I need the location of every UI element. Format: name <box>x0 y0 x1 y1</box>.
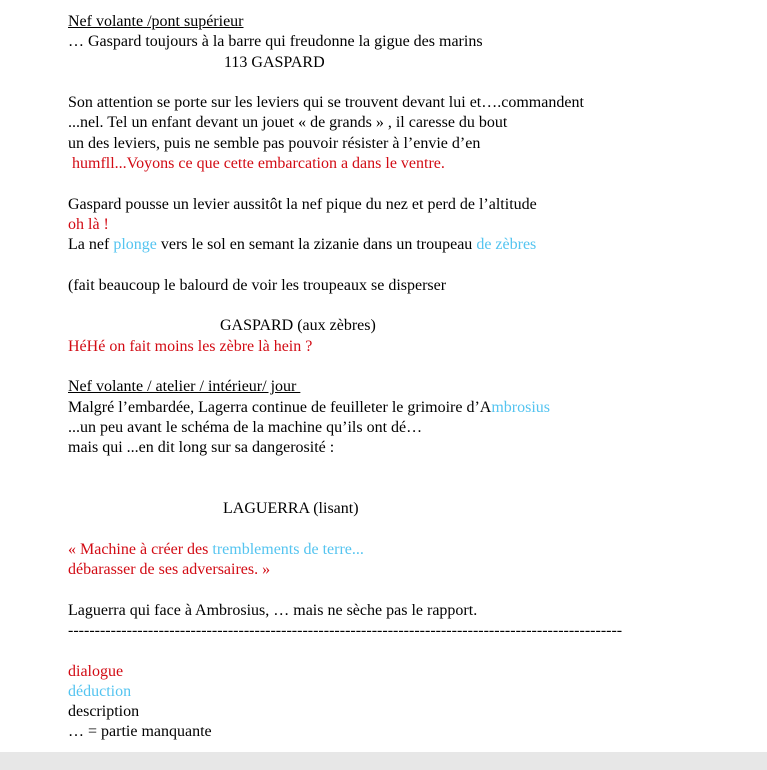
dialogue-line-mixed <box>68 540 727 560</box>
dialogue-line <box>68 560 727 580</box>
text-segment: plonge <box>113 236 157 254</box>
text-segment: de zèbres <box>476 236 537 254</box>
blank-line <box>68 641 727 661</box>
text-segment: débarasser de ses adversaires. » <box>68 561 271 579</box>
action-line <box>68 113 727 133</box>
action-line-mixed <box>68 235 727 255</box>
character-cue-gaspard-aux-zebres <box>68 316 727 336</box>
text-segment: La nef <box>68 236 114 254</box>
blank-line <box>68 519 727 539</box>
action-line <box>68 418 727 438</box>
text-segment: … = partie manquante <box>68 723 212 741</box>
text-segment: LAGUERRA (lisant) <box>223 500 359 518</box>
text-segment: Gaspard pousse un levier aussitôt la nef pique du nez et perd de l’altitude <box>68 195 537 213</box>
action-line <box>68 32 727 52</box>
text-segment: 113 GASPARD <box>224 53 325 71</box>
text-segment: -------------------------------------------------------------------------------------------------------- <box>68 621 623 639</box>
text-segment: mais qui ...en dit long sur sa dangerosité : <box>68 439 335 457</box>
text-segment: GASPARD (aux zèbres) <box>220 317 376 335</box>
character-cue-laguerra <box>68 499 727 519</box>
text-segment: (fait beaucoup le balourd de voir les troupeaux se disperser <box>68 276 447 294</box>
action-line <box>68 601 727 621</box>
text-segment: déduction <box>68 682 132 700</box>
text-segment: vers le sol en semant la zizanie dans un troupeau <box>156 236 477 254</box>
legend-description <box>68 702 727 722</box>
legend-deduction <box>68 682 727 702</box>
blank-line <box>68 580 727 600</box>
action-line <box>68 438 727 458</box>
text-segment: un des leviers, puis ne semble pas pouvoir résister à l’envie d’en <box>68 134 481 152</box>
blank-line <box>68 256 727 276</box>
legend-dialogue <box>68 662 727 682</box>
text-segment: dialogue <box>68 662 124 680</box>
text-segment: mbrosius <box>491 398 551 416</box>
action-line <box>68 134 727 154</box>
text-segment: Nef volante /pont supérieur <box>68 13 244 30</box>
blank-line <box>68 174 727 194</box>
text-segment: description <box>68 703 140 721</box>
action-line <box>68 93 727 113</box>
text-segment: HéHé on fait moins les zèbre là hein ? <box>68 337 313 355</box>
legend-partie-manquante <box>68 722 727 742</box>
action-line <box>68 276 727 296</box>
bottom-scrollbar-track[interactable] <box>0 752 767 770</box>
text-segment: Son attention se porte sur les leviers qui se trouvent devant lui et….commandent <box>68 94 584 112</box>
action-line-mixed <box>68 398 727 418</box>
text-segment: humfll...Voyons ce que cette embarcation a dans le ventre. <box>68 155 445 173</box>
text-segment: … Gaspard toujours à la barre qui freudonne la gigue des marins <box>68 33 483 51</box>
text-segment: Nef volante / atelier / intérieur/ jour <box>68 378 301 396</box>
character-cue-gaspard <box>68 53 727 73</box>
blank-line <box>68 73 727 93</box>
dialogue-line <box>68 154 727 174</box>
blank-line <box>68 357 727 377</box>
scene-heading-pont-superieur <box>68 12 727 32</box>
text-segment: Laguerra qui face à Ambrosius, … mais ne sèche pas le rapport. <box>68 601 478 619</box>
blank-line <box>68 459 727 479</box>
text-segment: ...un peu avant le schéma de la machine qu’ils ont dé… <box>68 418 423 436</box>
action-line <box>68 195 727 215</box>
separator-line <box>68 621 727 641</box>
text-segment: oh là ! <box>68 215 109 233</box>
text-segment: Malgré l’embardée, Lagerra continue de feuilleter le grimoire d’A <box>68 398 492 416</box>
text-segment: tremblements de terre... <box>212 540 364 558</box>
blank-line <box>68 479 727 499</box>
blank-line <box>68 296 727 316</box>
text-segment: « Machine à créer des <box>68 540 213 558</box>
text-segment: ...nel. Tel un enfant devant un jouet « de grands » , il caresse du bout <box>68 114 508 132</box>
dialogue-line <box>68 337 727 357</box>
dialogue-line <box>68 215 727 235</box>
scene-heading-atelier <box>68 377 727 397</box>
